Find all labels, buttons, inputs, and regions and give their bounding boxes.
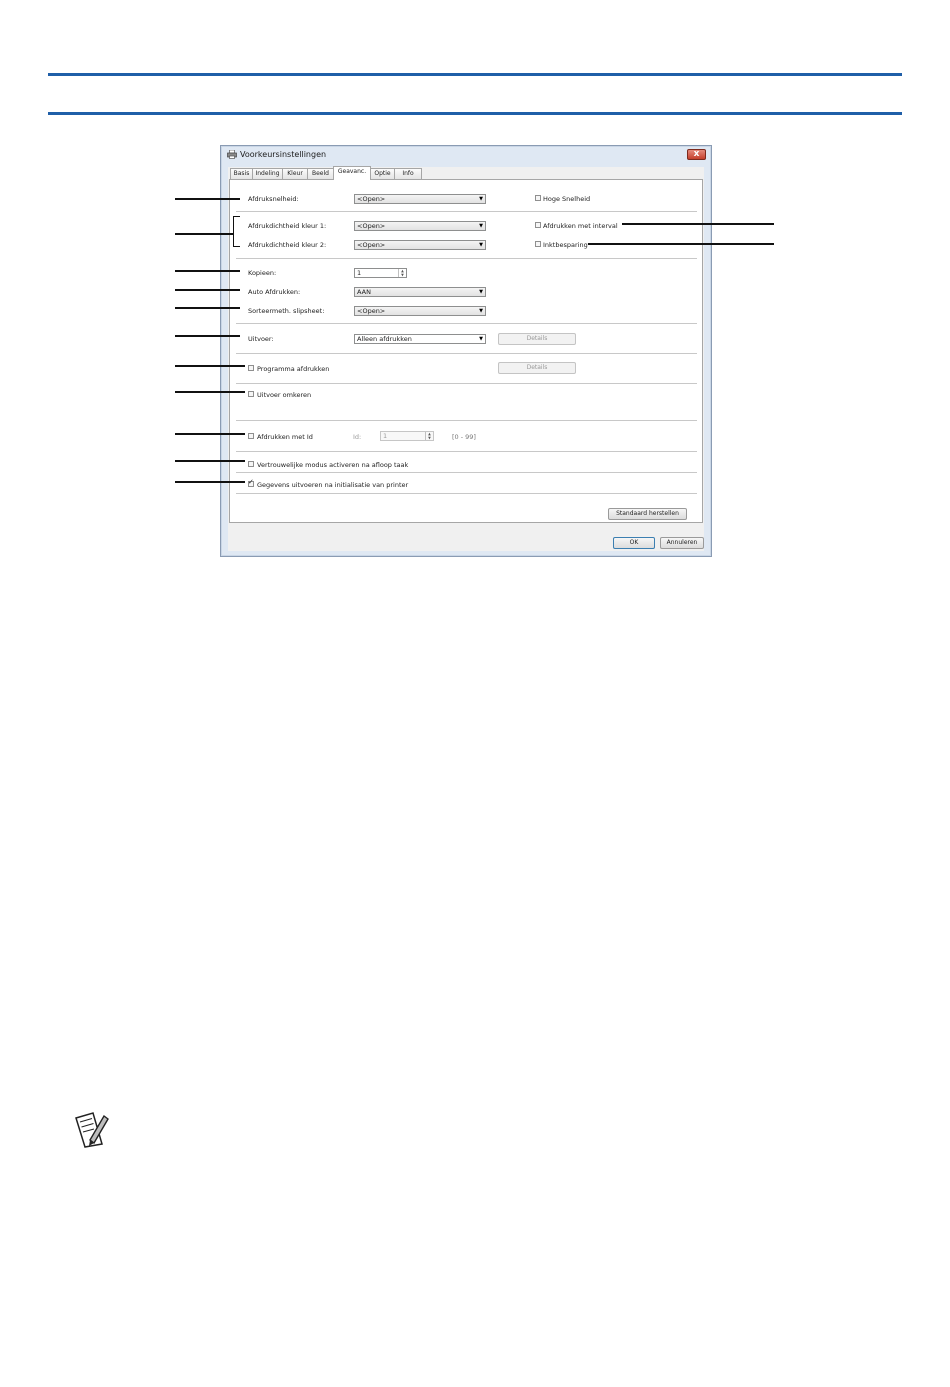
interval-print-checkbox[interactable] bbox=[535, 222, 541, 228]
tab-kleur[interactable]: Kleur bbox=[282, 168, 308, 179]
program-print-label: Programma afdrukken bbox=[257, 365, 330, 373]
auto-print-label: Auto Afdrukken: bbox=[248, 288, 301, 296]
print-with-id-label: Afdrukken met Id bbox=[257, 433, 313, 441]
output-select[interactable] bbox=[354, 334, 486, 344]
separator bbox=[236, 383, 697, 384]
ink-saving-label: Inktbesparing bbox=[543, 241, 588, 249]
header-rule-bottom bbox=[48, 112, 902, 115]
id-value: 1 bbox=[383, 432, 388, 440]
callout-line bbox=[175, 307, 240, 309]
print-speed-label: Afdruksnelheid: bbox=[248, 195, 299, 203]
callout-line bbox=[622, 223, 774, 225]
callout-line bbox=[175, 365, 245, 367]
confidential-mode-checkbox[interactable] bbox=[248, 461, 254, 467]
callout-bracket bbox=[233, 216, 240, 247]
separator bbox=[236, 420, 697, 421]
output-after-init-label: Gegevens uitvoeren na initialisatie van printer bbox=[257, 481, 409, 489]
callout-line bbox=[175, 270, 240, 272]
print-speed-select[interactable] bbox=[354, 194, 486, 204]
density-color1-select[interactable] bbox=[354, 221, 486, 231]
reverse-output-checkbox[interactable] bbox=[248, 391, 254, 397]
density-color1-label: Afdrukdichtheid kleur 1: bbox=[248, 222, 327, 230]
callout-line bbox=[175, 460, 245, 462]
callout-line bbox=[175, 391, 245, 393]
callout-line bbox=[175, 233, 234, 235]
ok-button[interactable]: OK bbox=[613, 537, 655, 549]
dropdown-arrow-icon: ▼ bbox=[479, 223, 483, 229]
restore-defaults-button[interactable]: Standaard herstellen bbox=[608, 508, 687, 520]
callout-line bbox=[175, 433, 245, 435]
tab-basis[interactable]: Basis bbox=[230, 168, 253, 179]
output-label: Uitvoer: bbox=[248, 335, 274, 343]
copies-stepper[interactable] bbox=[354, 268, 407, 278]
auto-print-select[interactable] bbox=[354, 287, 486, 297]
program-details-button[interactable]: Details bbox=[498, 362, 576, 374]
header-rule-top bbox=[48, 73, 902, 76]
density-color2-value: <Open> bbox=[357, 241, 386, 249]
separator bbox=[236, 451, 697, 452]
note-pencil-icon bbox=[73, 1110, 109, 1148]
output-details-button[interactable]: Details bbox=[498, 333, 576, 345]
print-speed-value: <Open> bbox=[357, 195, 386, 203]
high-speed-label: Hoge Snelheid bbox=[543, 195, 591, 203]
high-speed-checkbox[interactable] bbox=[535, 195, 541, 201]
advanced-tab-panel bbox=[229, 179, 703, 523]
stepper-arrows-icon[interactable]: ▲ ▼ bbox=[425, 432, 433, 440]
dialog-title: Voorkeursinstellingen bbox=[240, 150, 327, 159]
title-bar[interactable] bbox=[221, 146, 711, 166]
id-stepper[interactable] bbox=[380, 431, 434, 441]
separator bbox=[236, 211, 697, 212]
reverse-output-label: Uitvoer omkeren bbox=[257, 391, 312, 399]
callout-line bbox=[175, 198, 240, 200]
interval-print-label: Afdrukken met interval bbox=[543, 222, 618, 230]
ink-saving-checkbox[interactable] bbox=[535, 241, 541, 247]
sort-slipsheet-label: Sorteermeth. slipsheet: bbox=[248, 307, 325, 315]
output-after-init-checkbox[interactable] bbox=[248, 481, 254, 487]
separator bbox=[236, 472, 697, 473]
stepper-arrows-icon[interactable]: ▲ ▼ bbox=[398, 269, 406, 277]
dialog-client-area bbox=[228, 167, 704, 551]
tab-beeld[interactable]: Beeld bbox=[307, 168, 334, 179]
cancel-button[interactable]: Annuleren bbox=[660, 537, 704, 549]
callout-line bbox=[588, 243, 774, 245]
callout-line bbox=[175, 481, 245, 483]
copies-label: Kopieen: bbox=[248, 269, 277, 277]
tab-indeling[interactable]: Indeling bbox=[252, 168, 283, 179]
density-color2-label: Afdrukdichtheid kleur 2: bbox=[248, 241, 327, 249]
separator bbox=[236, 353, 697, 354]
callout-line bbox=[175, 335, 240, 337]
dropdown-arrow-icon: ▼ bbox=[479, 336, 483, 342]
callout-line bbox=[175, 289, 240, 291]
dropdown-arrow-icon: ▼ bbox=[479, 196, 483, 202]
separator bbox=[236, 258, 697, 259]
print-with-id-checkbox[interactable] bbox=[248, 433, 254, 439]
preferences-dialog bbox=[220, 145, 712, 557]
separator bbox=[236, 323, 697, 324]
tab-geavanc[interactable]: Geavanc. bbox=[333, 166, 371, 180]
dropdown-arrow-icon: ▼ bbox=[479, 289, 483, 295]
copies-value: 1 bbox=[357, 269, 362, 277]
id-label: Id: bbox=[353, 433, 362, 441]
density-color2-select[interactable] bbox=[354, 240, 486, 250]
confidential-mode-label: Vertrouwelijke modus activeren na afloop taak bbox=[257, 461, 409, 469]
tab-optie[interactable]: Optie bbox=[370, 168, 395, 179]
sort-slipsheet-value: <Open> bbox=[357, 307, 386, 315]
close-button[interactable]: x bbox=[687, 149, 706, 160]
program-print-checkbox[interactable] bbox=[248, 365, 254, 371]
density-color1-value: <Open> bbox=[357, 222, 386, 230]
id-range-label: [0 - 99] bbox=[452, 433, 476, 441]
dropdown-arrow-icon: ▼ bbox=[479, 242, 483, 248]
tab-info[interactable]: Info bbox=[394, 168, 422, 179]
separator bbox=[236, 493, 697, 494]
output-value: Alleen afdrukken bbox=[357, 335, 412, 343]
printer-icon bbox=[227, 150, 237, 159]
dropdown-arrow-icon: ▼ bbox=[479, 308, 483, 314]
auto-print-value: AAN bbox=[357, 288, 371, 296]
sort-slipsheet-select[interactable] bbox=[354, 306, 486, 316]
